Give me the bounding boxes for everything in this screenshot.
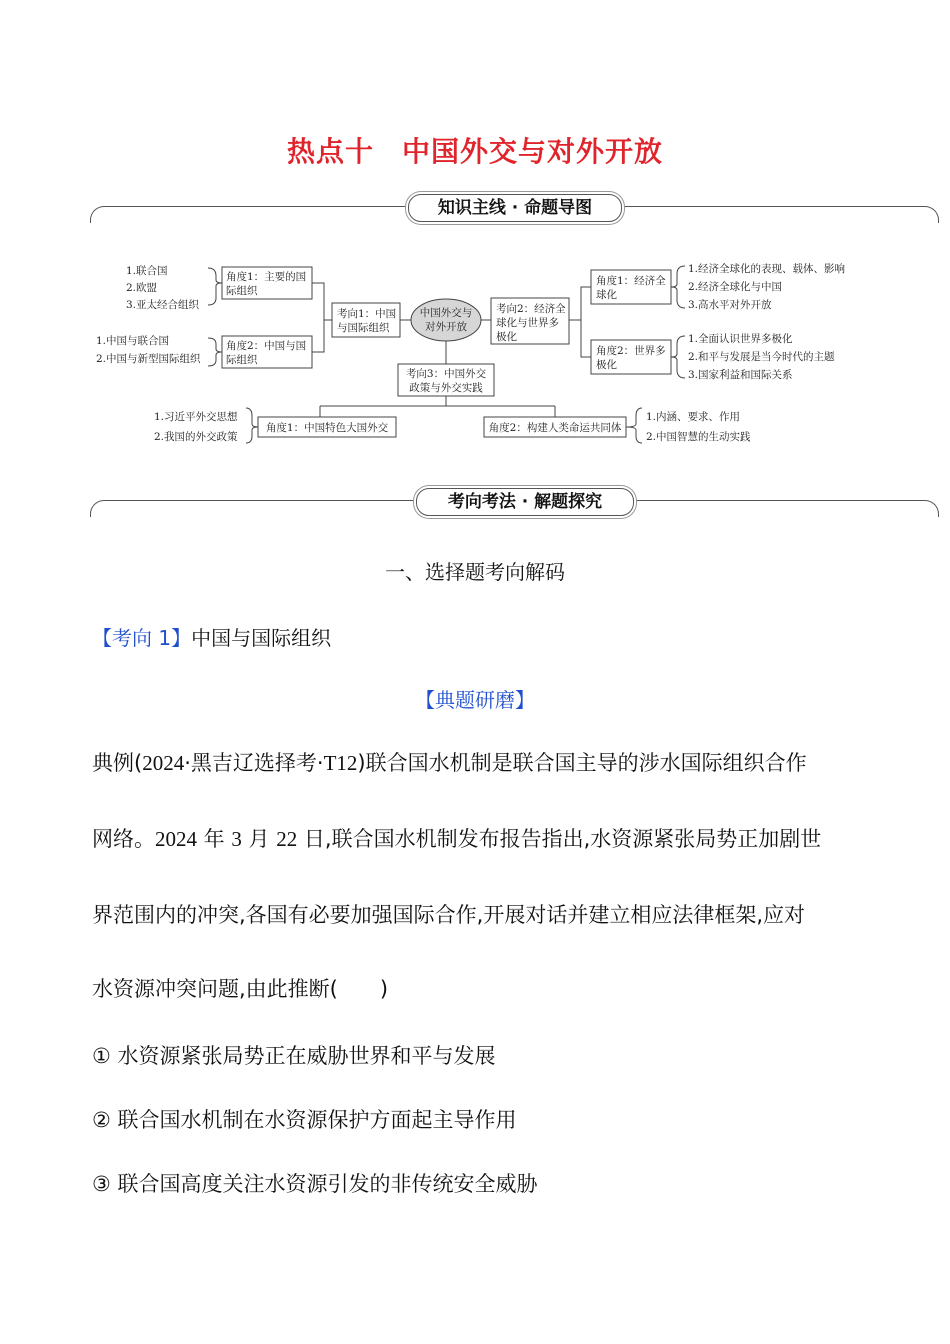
mindmap-center-node <box>411 299 481 341</box>
mindmap-kx2-l3: 极化 <box>496 331 517 343</box>
mindmap-kx3-a2-item1: 1.内涵、要求、作用 <box>646 411 741 423</box>
banner2-label: 考向考法 · 解题探究 <box>416 488 634 516</box>
q2-text-e: 月 <box>241 827 277 851</box>
mindmap-kx1-a2-l1: 角度2：中国与国 <box>226 340 307 352</box>
q1-text-b: ·黑吉辽选择考· <box>184 751 324 775</box>
mindmap-kx1-l2: 与国际组织 <box>337 322 390 334</box>
mindmap-center-l1: 中国外交与 <box>419 307 473 319</box>
mindmap-kx2-a2-item2: 2.和平与发展是当今时代的主题 <box>688 351 835 363</box>
mindmap-kx2-a1-l1: 角度1：经济全 <box>596 275 666 287</box>
dianti-heading: 【典题研磨】 <box>415 688 535 712</box>
title-part1: 热点十 <box>286 135 374 168</box>
q1-year: 2024 <box>142 751 185 775</box>
banner-line-left <box>90 206 409 223</box>
mindmap-kx1-a2-l2: 际组织 <box>226 354 258 366</box>
kaoxiang-text: 中国与国际组织 <box>191 626 332 650</box>
q2-month: 3 <box>231 827 242 851</box>
q2-text-c: 年 <box>197 827 232 851</box>
banner2-line-left <box>90 500 417 517</box>
mindmap-kx3-a1-item1: 1.习近平外交思想 <box>154 411 238 423</box>
kaoxiang-tag: 【考向 1】 <box>92 626 192 650</box>
mind-map <box>90 258 870 448</box>
mindmap-kx1-a1-l1: 角度1：主要的国 <box>226 271 307 283</box>
banner-label: 知识主线 · 命题导图 <box>408 194 622 222</box>
mindmap-kx2-a2-l2: 极化 <box>596 359 617 371</box>
kaoxiang-heading <box>92 622 331 651</box>
mindmap-kx3-a2-label: 角度2：构建人类命运共同体 <box>488 422 622 434</box>
option-2: ② 联合国水机制在水资源保护方面起主导作用 <box>92 1108 517 1132</box>
banner-line-right <box>622 206 939 223</box>
page-title <box>0 130 950 170</box>
section-title: 一、选择题考向解码 <box>385 560 565 584</box>
q2-day: 22 <box>276 827 298 851</box>
mindmap-kx1-a1-item3: 3.亚太经合组织 <box>126 299 200 311</box>
mindmap-center-l2: 对外开放 <box>425 321 467 333</box>
mindmap-kx3-a2-item2: 2.中国智慧的生动实践 <box>646 431 751 443</box>
mindmap-kx3-l2: 政策与外交实践 <box>409 382 483 394</box>
mindmap-kx3-a1-item2: 2.我国的外交政策 <box>154 431 238 443</box>
q2-text-g: 日,联合国水机制发布报告指出,水资源紧张局势正加剧世 <box>297 827 822 851</box>
mindmap-kx3-l1: 考向3：中国外交 <box>405 368 487 380</box>
mindmap-kx1-a1-l2: 际组织 <box>226 285 258 297</box>
q1-text-a: 典例( <box>92 751 143 775</box>
mindmap-kx2-a1-item1: 1.经济全球化的表现、载体、影响 <box>688 263 846 275</box>
mindmap-kx1-a2-item2: 2.中国与新型国际组织 <box>96 353 201 365</box>
mindmap-kx3-a1-label: 角度1：中国特色大国外交 <box>265 422 389 434</box>
title-part2: 中国外交与对外开放 <box>402 135 664 168</box>
mindmap-kx2-a2-item3: 3.国家利益和国际关系 <box>688 369 793 381</box>
question-line-2 <box>92 826 872 852</box>
mindmap-kx1-l1: 考向1：中国 <box>337 308 397 320</box>
mindmap-kx2-a2-item1: 1.全面认识世界多极化 <box>688 333 793 345</box>
q2-text-a: 网络。 <box>92 827 155 851</box>
q2-year: 2024 <box>155 827 197 851</box>
banner2-line-right <box>634 500 939 517</box>
mindmap-kx1-a2-item1: 1.中国与联合国 <box>96 335 170 347</box>
mindmap-kx2-l2: 球化与世界多 <box>496 317 559 329</box>
mindmap-kx2-a2-l1: 角度2：世界多 <box>596 345 666 357</box>
banner-method <box>90 490 940 514</box>
mindmap-kx1-a1-item2: 2.欧盟 <box>126 282 158 294</box>
mindmap-kx2-a1-l2: 球化 <box>596 289 617 301</box>
mindmap-kx2-l1: 考向2：经济全 <box>496 303 566 315</box>
mindmap-kx2-a1-item2: 2.经济全球化与中国 <box>688 281 783 293</box>
question-line-1 <box>92 750 872 776</box>
q1-qnum: T12 <box>323 751 358 775</box>
question-line-4: 水资源冲突问题,由此推断( ) <box>92 977 389 1001</box>
q1-text-d: )联合国水机制是联合国主导的涉水国际组织合作 <box>357 751 807 775</box>
option-1: ① 水资源紧张局势正在威胁世界和平与发展 <box>92 1044 496 1068</box>
mindmap-kx2-a1-item3: 3.高水平对外开放 <box>688 299 772 311</box>
option-3: ③ 联合国高度关注水资源引发的非传统安全威胁 <box>92 1172 538 1196</box>
mindmap-kx1-a1-item1: 1.联合国 <box>126 265 168 277</box>
question-line-3: 界范围内的冲突,各国有必要加强国际合作,开展对话并建立相应法律框架,应对 <box>92 903 806 927</box>
banner-knowledge <box>90 196 940 220</box>
